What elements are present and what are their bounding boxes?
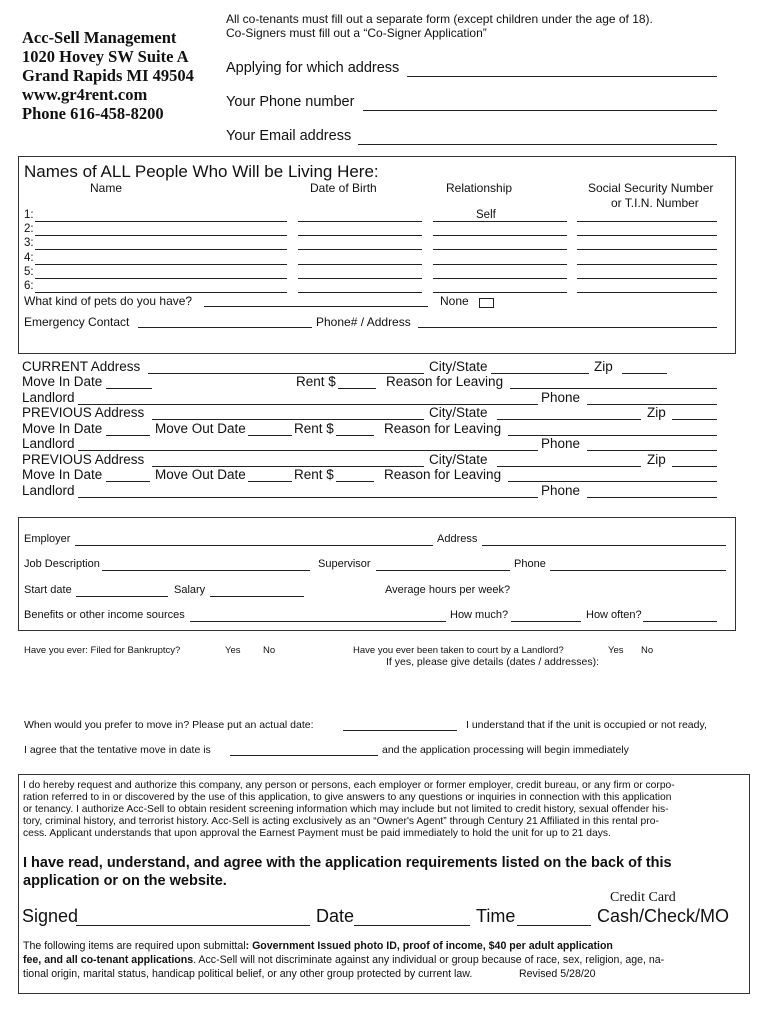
occupant-dob-field[interactable] [298,221,422,222]
self-relationship: Self [476,209,496,221]
prev1-move-in-field[interactable] [106,435,150,436]
current-zip-field[interactable] [622,373,667,374]
requirements-bold: : Government Issued photo ID, proof of income, $40 per adult application [245,940,613,952]
occupant-name-field[interactable] [35,249,287,250]
current-reason-label: Reason for Leaving [386,374,504,389]
applying-address-label: Applying for which address [226,60,400,76]
applying-address-field[interactable] [407,76,717,77]
benefits-label: Benefits or other income sources [24,609,185,621]
signature-field[interactable] [76,925,310,926]
current-city-field[interactable] [491,373,589,374]
prev2-zip-field[interactable] [672,466,717,467]
move-in-pref-field[interactable] [343,730,457,731]
tentative-date-field[interactable] [230,755,378,756]
employer-address-field[interactable] [482,545,726,546]
occupant-ssn-field[interactable] [577,249,717,250]
emergency-phone-field[interactable] [418,327,717,328]
requirements-rest: . Acc-Sell will not discriminate against any individual or group because of race, sex, religion, age, na- [193,954,665,966]
col-name: Name [90,181,123,195]
signed-label: Signed [22,906,79,926]
occupant-relationship-field[interactable] [433,221,567,222]
occupant-row-label: 1: [24,209,34,221]
start-date-field[interactable] [76,596,168,597]
occupant-row-label: 3: [24,237,34,250]
occupant-dob-field[interactable] [298,235,422,236]
occupant-relationship-field[interactable] [433,278,567,279]
occupant-name-field[interactable] [35,292,287,293]
prev2-landlord-field[interactable] [78,497,538,498]
prev1-landlord-phone-label: Phone [541,436,581,451]
none-label: None [440,294,469,308]
current-rent-label: Rent $ [296,374,336,389]
tentative-label-2: and the application processing will begin immediately [382,744,629,756]
employer-field[interactable] [75,545,433,546]
job-description-label: Job Description [24,558,100,570]
pets-field[interactable] [204,306,428,307]
prev1-landlord-phone-field[interactable] [587,450,717,451]
occupant-row-label: 6: [24,280,34,292]
prev1-city-label: City/State [429,405,488,420]
prev1-address-field[interactable] [152,419,424,420]
prev2-reason-label: Reason for Leaving [384,467,502,482]
agree-statement-1: I have read, understand, and agree with the application requirements listed on the back of this [23,855,672,871]
prev1-landlord-field[interactable] [78,450,538,451]
sign-time-field[interactable] [517,925,591,926]
occupant-ssn-field[interactable] [577,278,717,279]
none-checkbox[interactable] [479,298,494,308]
occupants-title: Names of ALL People Who Will be Living Here: [24,162,379,181]
unit-occupied-text: I understand that if the unit is occupied or not ready, [466,719,707,731]
company-name: Acc-Sell Management [22,28,177,47]
occupant-row-label: 4: [24,251,34,264]
if-yes-details: If yes, please give details (dates / addresses): [386,656,600,668]
auth-line-1: I do hereby request and authorize this company, any person or persons, each employer or former employer, credit bureau, or any firm or corpo- [23,780,675,791]
prev2-landlord-phone-label: Phone [541,483,581,498]
company-phone: Phone 616-458-8200 [22,104,164,123]
current-move-in-field[interactable] [106,388,152,389]
prev1-reason-label: Reason for Leaving [384,421,502,436]
occupant-ssn-field[interactable] [577,221,717,222]
col-dob: Date of Birth [310,181,377,195]
prev1-reason-field[interactable] [508,435,717,436]
occupant-row-label: 2: [24,223,34,236]
date-label: Date [316,906,355,926]
move-in-pref-label: When would you prefer to move in? Please put an actual date: [24,719,314,731]
prev2-move-in-field[interactable] [106,481,150,482]
col-ssn-2: or T.I.N. Number [611,196,699,210]
occupant-relationship-field[interactable] [433,264,567,265]
how-often-label: How often? [586,609,642,621]
revised-date: Revised 5/28/20 [519,968,596,980]
occupant-name-field[interactable] [35,278,287,279]
prev1-zip-field[interactable] [672,419,717,420]
auth-line-2: ration referred to in or discovered by the use of this application, to give answers to any questions or inquiries in connection with this application [23,792,672,803]
company-info [22,28,194,123]
agree-statement-2: application or on the website. [23,873,227,889]
court-no[interactable]: No [641,645,654,656]
occupant-row-label: 5: [24,265,34,278]
prev1-move-out-label: Move Out Date [155,421,246,436]
email-field[interactable] [358,144,717,145]
supervisor-label: Supervisor [318,558,371,570]
prev2-zip-label: Zip [647,452,666,467]
prev2-reason-field[interactable] [508,481,717,482]
prev2-address-label: PREVIOUS Address [22,452,145,467]
current-rent-field[interactable] [338,388,376,389]
current-address-field[interactable] [148,373,424,374]
salary-label: Salary [174,584,206,596]
prev1-address-label: PREVIOUS Address [22,405,145,420]
prev1-city-field[interactable] [497,419,641,420]
time-label: Time [476,906,516,926]
prev1-move-out-field[interactable] [248,435,292,436]
occupant-name-field[interactable] [35,221,287,222]
bankruptcy-no[interactable]: No [263,645,276,656]
pets-label: What kind of pets do you have? [24,294,193,308]
supervisor-field[interactable] [376,570,510,571]
current-move-in-label: Move In Date [22,374,103,389]
requirements-intro: The following items are required upon submittal [23,940,246,952]
phone-field[interactable] [363,110,717,111]
prev1-rent-field[interactable] [336,435,374,436]
prev1-zip-label: Zip [647,405,666,420]
how-much-field[interactable] [511,621,581,622]
prev2-move-out-field[interactable] [248,481,292,482]
court-question: Have you ever been taken to court by a Landlord? [353,645,564,656]
prev2-rent-field[interactable] [336,481,374,482]
salary-field[interactable] [210,596,304,597]
auth-line-3: or tenancy. I authorize Acc-Sell to obtain resident screening information which may include but not limited to credit history, sexual offender his- [23,804,669,815]
current-reason-field[interactable] [510,388,717,389]
requirements-line-2 [23,954,664,966]
phone-label: Your Phone number [226,94,355,110]
bankruptcy-question: Have you ever: Filed for Bankruptcy? [24,645,181,656]
employer-label: Employer [24,533,71,545]
credit-card-label: Credit Card [610,890,676,905]
occupant-ssn-field[interactable] [577,235,717,236]
current-landlord-phone-label: Phone [541,390,581,405]
occupant-dob-field[interactable] [298,264,422,265]
sign-date-field[interactable] [354,925,470,926]
prev1-rent-label: Rent $ [294,421,334,436]
col-relationship: Relationship [446,181,513,195]
avg-hours-label: Average hours per week? [385,584,511,596]
benefits-field[interactable] [190,621,446,622]
current-zip-label: Zip [594,359,613,374]
col-ssn: Social Security Number [588,181,714,195]
emergency-phone-label: Phone# / Address [316,315,411,329]
emergency-label: Emergency Contact [24,315,130,329]
prev2-move-out-label: Move Out Date [155,467,246,482]
prev2-move-in-label: Move In Date [22,467,103,482]
current-landlord-label: Landlord [22,390,75,405]
emergency-field[interactable] [138,327,312,328]
how-often-field[interactable] [643,621,717,622]
cotenant-notice: All co-tenants must fill out a separate form (except children under the age of 18). [226,12,653,26]
email-label: Your Email address [226,128,352,144]
cosigner-notice: Co-Signers must fill out a “Co-Signer Application” [226,26,487,40]
company-street: 1020 Hovey SW Suite A [22,47,189,66]
auth-line-5: cess. Applicant understands that upon approval the Earnest Payment must be paid immediately to hold the unit for up to 21 days. [23,828,611,839]
tentative-label: I agree that the tentative move in date is [24,744,211,756]
prev2-landlord-label: Landlord [22,483,75,498]
company-city: Grand Rapids MI 49504 [22,66,194,85]
occupant-ssn-field[interactable] [577,292,717,293]
court-yes[interactable]: Yes [608,645,624,656]
occupant-relationship-field[interactable] [433,292,567,293]
occupant-name-field[interactable] [35,264,287,265]
occupant-name-field[interactable] [35,235,287,236]
employer-address-label: Address [437,533,478,545]
prev2-landlord-phone-field[interactable] [587,497,717,498]
requirements-line-1 [23,940,613,952]
job-description-field[interactable] [102,570,310,571]
prev1-move-in-label: Move In Date [22,421,103,436]
prev2-rent-label: Rent $ [294,467,334,482]
start-date-label: Start date [24,584,72,596]
prev2-city-field[interactable] [497,466,641,467]
occupant-relationship-field[interactable] [433,235,567,236]
prev2-city-label: City/State [429,452,488,467]
current-address-label: CURRENT Address [22,359,141,374]
requirements-bold-2: fee, and all co-tenant applications [23,954,194,966]
occupant-dob-field[interactable] [298,249,422,250]
payment-methods: Cash/Check/MO [597,906,730,926]
requirements-line-3: tional origin, marital status, handicap political belief, or any other group protected by current law. [23,968,473,980]
occupant-ssn-field[interactable] [577,264,717,265]
how-much-label: How much? [450,609,509,621]
occupant-dob-field[interactable] [298,292,422,293]
prev1-landlord-label: Landlord [22,436,75,451]
company-website: www.gr4rent.com [22,85,148,104]
current-city-label: City/State [429,359,488,374]
employer-phone-field[interactable] [550,570,726,571]
occupant-dob-field[interactable] [298,278,422,279]
occupant-relationship-field[interactable] [433,249,567,250]
employer-phone-label: Phone [514,558,546,570]
bankruptcy-yes[interactable]: Yes [225,645,241,656]
auth-line-4: tory, criminal history, and terrorist history. Acc-Sell is acting exclusively as an “Owner's Agent” through Century 21 Affiliated in this rental pro- [23,816,659,827]
